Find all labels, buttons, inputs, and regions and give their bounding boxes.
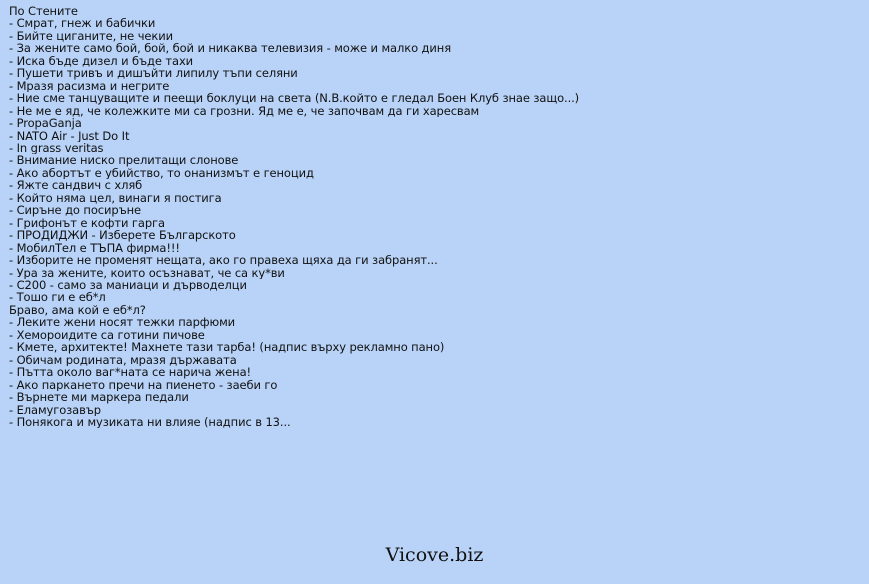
text-line: - Понякога и музиката ни влияе (надпис в 13... [9, 415, 291, 429]
text-line: - Грифонът е кофти гарга [9, 216, 165, 230]
text-line: - NATO Air - Just Do It [9, 129, 130, 142]
text-line: - Който няма цел, винаги я постига [9, 191, 222, 205]
text-line: - Мразя расизма и негрите [9, 79, 170, 93]
joke-text [9, 5, 864, 428]
text-line: - Хемороидите са готини пичове [9, 328, 205, 342]
text-line: - Яжте сандвич с хляб [9, 179, 143, 192]
text-line: - PropaGanja [9, 117, 82, 130]
text-line: - Кмете, архитекте! Махнете тази тарба! (надпис върху рекламно пано) [9, 341, 445, 354]
text-line: - Еламугозавър [9, 403, 101, 416]
text-line: - За жените само бой, бой, бой и никаква телевизия - може и малко диня [9, 42, 452, 55]
text-line: - ПРОДИДЖИ - Изберете Българското [9, 229, 236, 242]
text-line: - Тошо ги е еб*л [9, 291, 106, 304]
text-line: - Не ме е яд, че колежките ми са грозни. Яд ме е, че започвам да ги харесвам [9, 104, 480, 118]
text-line: - C200 - само за маниаци и дърводелци [9, 278, 247, 292]
text-line: - Смрат, гнеж и бабички [9, 17, 156, 30]
text-line: - Ако абортът е убийство, то онанизмът е геноцид [9, 166, 314, 180]
text-line: - Леките жени носят тежки парфюми [9, 316, 236, 329]
text-line: - Ако паркането пречи на пиенето - заеби го [9, 378, 278, 392]
text-line: - Изборите не променят нещата, ако го правеха щяха да ги забранят... [9, 254, 438, 267]
text-line: - Ура за жените, които осъзнават, че са ку*ви [9, 266, 285, 279]
text-line: Браво, ама кой е еб*л? [9, 303, 146, 317]
text-line: - Бийте циганите, не чекии [9, 29, 173, 43]
site-watermark: Vicove.biz [385, 544, 484, 566]
text-line: - Пътта около ваг*ната се нарича жена! [9, 366, 252, 379]
text-line: - МобилТел е ТЪПА фирма!!! [9, 241, 180, 255]
text-line: - Иска бъде дизел и бъде тахи [9, 54, 194, 68]
text-line: По Стените [9, 5, 78, 18]
text-line: - Внимание ниско прелитащи слонове [9, 154, 239, 167]
text-line: - In grass veritas [9, 141, 104, 155]
text-line: - Върнете ми маркера педали [9, 391, 189, 404]
text-line: - Пушети тривъ и дишъйти липилу тъпи селяни [9, 67, 298, 80]
text-line: - Сиръне до посиръне [9, 204, 141, 217]
text-line: - Ние сме танцуващите и пеещи боклуци на света (N.B.който е гледал Боен Клуб знае защо...) [9, 92, 580, 105]
text-line: - Обичам родината, мразя държавата [9, 353, 237, 367]
